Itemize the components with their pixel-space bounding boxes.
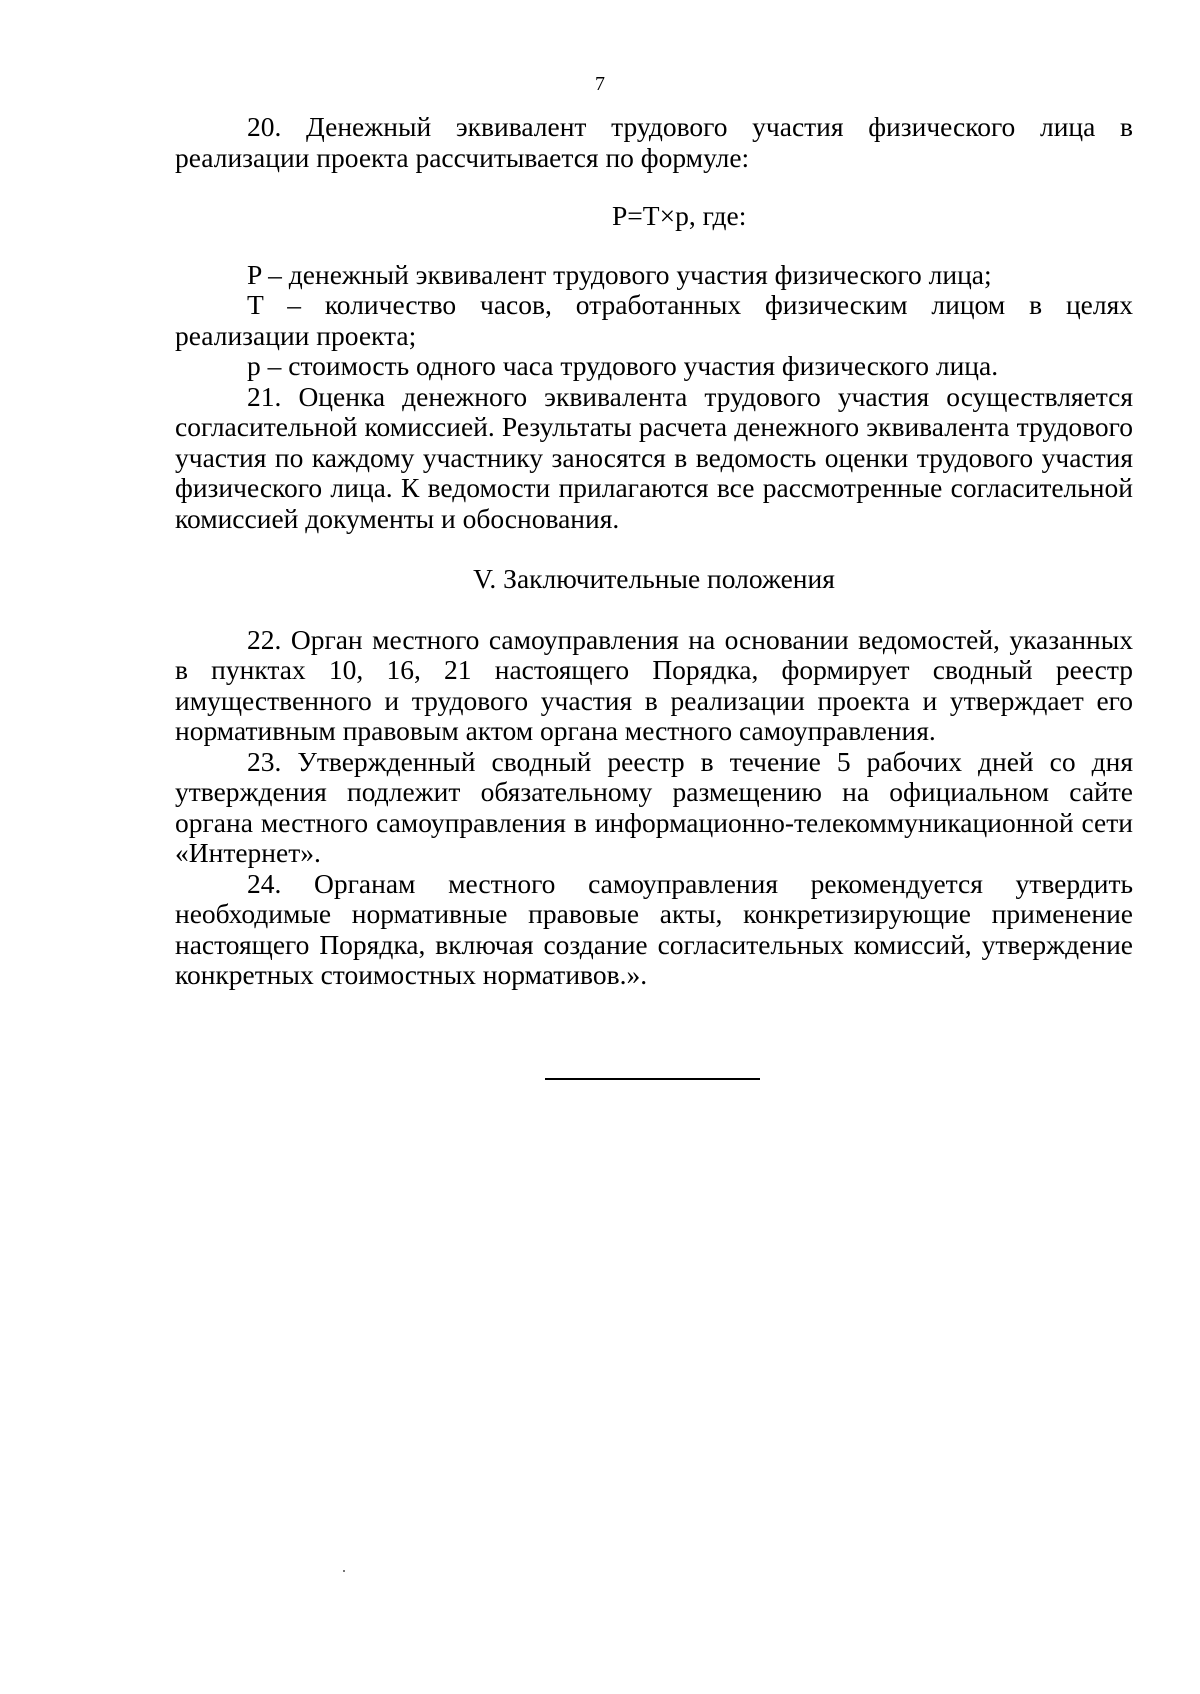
- definition-p-upper: P – денежный эквивалент трудового участия физического лица;: [247, 258, 992, 290]
- formula: P=T×p, где:: [612, 200, 747, 231]
- paragraph-24: 24. Органам местного самоуправления рекомендуется утвердить необходимые нормативные правовые акты, конкретизирующие применение настоящего Порядка, включая создание согласительных комиссий, утверждение конкретных стоимостных нормативов.».: [175, 867, 1133, 990]
- scan-dot: [343, 1570, 345, 1572]
- definition-p-lower: p – стоимость одного часа трудового участия физического лица.: [247, 350, 999, 381]
- paragraph-22: 22. Орган местного самоуправления на основании ведомостей, указанных в пунктах 10, 16, 21 настоящего Порядка, формирует сводный реестр имущественного и трудового участия в реализации проекта и утверждает его нормативным правовым актом органа местного самоуправления.: [175, 623, 1133, 746]
- end-of-document-rule: [545, 1078, 760, 1080]
- section-v-heading: V. Заключительные положения: [473, 563, 835, 594]
- document-body: [175, 112, 1133, 991]
- definition-t: T – количество часов, отработанных физическим лицом в целях реализации проекта;: [175, 289, 1133, 351]
- paragraph-20: 20. Денежный эквивалент трудового участия физического лица в реализации проекта рассчитывается по формуле:: [175, 111, 1133, 173]
- paragraph-23: 23. Утвержденный сводный реестр в течение 5 рабочих дней со дня утверждения подлежит обязательному размещению на официальном сайте органа местного самоуправления в информационно-телекоммуникационной сети «Интернет».: [175, 745, 1133, 868]
- page-number: 7: [595, 73, 605, 95]
- paragraph-21: 21. Оценка денежного эквивалента трудового участия осуществляется согласительной комиссией. Результаты расчета денежного эквивалента трудового участия по каждому участнику заносятся в ведомость оценки трудового участия физического лица. К ведомости прилагаются все рассмотренные согласительной комиссией документы и обоснования.: [175, 380, 1133, 534]
